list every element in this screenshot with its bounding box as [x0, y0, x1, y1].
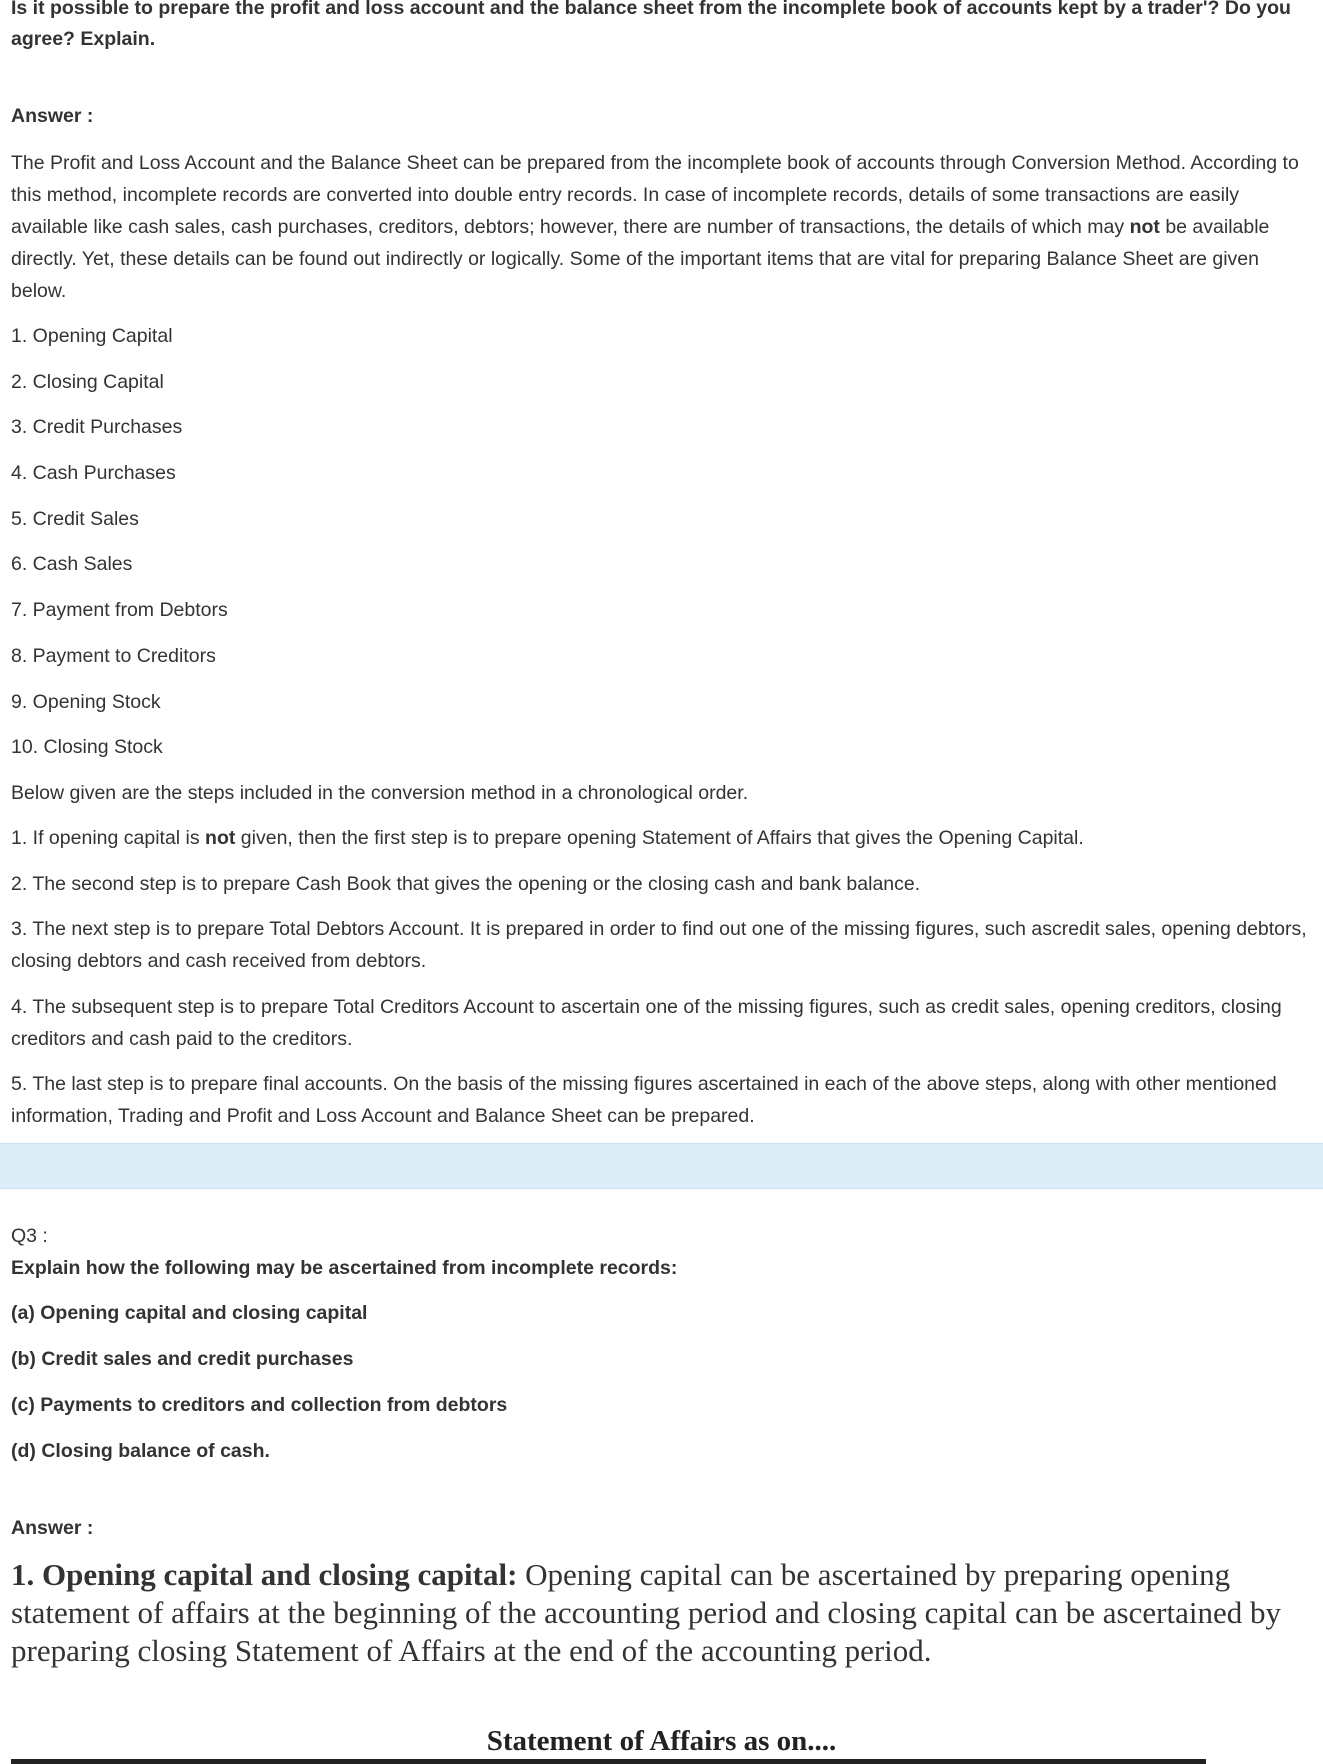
list-item: 9. Opening Stock [11, 690, 161, 713]
question-text: Is it possible to prepare the profit and loss account and the balance sheet from the incomplete book of accounts kept by a trader'? Do you agree? Explain. [11, 0, 1291, 50]
q3-part: (d) Closing balance of cash. [11, 1440, 270, 1462]
answer-body: Opening capital can be ascertained by preparing opening statement of affairs at the beginning of the accounting period and closing capital can be ascertained by preparing closing Statement of Affairs at the end of the accounting period. [11, 1557, 1281, 1668]
q3-block [11, 1220, 1309, 1481]
list-item: 10. Closing Stock [11, 736, 163, 759]
items-list [11, 320, 1309, 777]
q3-label: Q3 : [11, 1225, 48, 1247]
step-3: 3. The next step is to prepare Total Debtors Account. It is prepared in order to find out one of the missing figures, such ascredit sales, opening debtors, closing debtors and cash received from debtors. [11, 918, 1307, 973]
q3-part: (a) Opening capital and closing capital [11, 1302, 368, 1324]
step-1 [11, 822, 1309, 854]
step-2: 2. The second step is to prepare Cash Book that gives the opening or the closing cash and bank balance. [11, 872, 921, 895]
step-4: 4. The subsequent step is to prepare Total Creditors Account to ascertain one of the missing figures, such as credit sales, opening creditors, closing creditors and cash paid to the creditors. [11, 995, 1282, 1050]
list-item: 8. Payment to Creditors [11, 644, 216, 667]
answer-label: Answer : [11, 105, 94, 127]
q3-part: (b) Credit sales and credit purchases [11, 1348, 354, 1370]
paragraph-text: be available directly. Yet, these details can be found out indirectly or logically. Some of the important items that are vital for preparing Balance Sheet are given below. [11, 216, 1270, 302]
list-item: 2. Closing Capital [11, 370, 164, 393]
q3-question: Explain how the following may be ascertained from incomplete records: [11, 1257, 678, 1279]
answer-paragraph [11, 147, 1309, 307]
list-item: 6. Cash Sales [11, 553, 133, 576]
table-top-border [11, 1759, 1206, 1764]
answer-label: Answer : [11, 1517, 94, 1539]
list-item: 1. Opening Capital [11, 325, 173, 347]
q2-question [11, 0, 1309, 55]
answer-heading: 1. Opening capital and closing capital: [11, 1557, 518, 1592]
step-5: 5. The last step is to prepare final accounts. On the basis of the missing figures ascertained in each of the above steps, along with other mentioned information, Trading and Profit and Loss Account and Balance Sheet can be prepared. [11, 1073, 1277, 1128]
emphasis: not [205, 827, 236, 850]
q3-part: (c) Payments to creditors and collection from debtors [11, 1394, 508, 1416]
list-item: 7. Payment from Debtors [11, 599, 228, 622]
q3-answer-label [11, 1517, 1309, 1540]
step-text: 1. If opening capital is [11, 827, 206, 850]
list-item: 5. Credit Sales [11, 507, 139, 530]
q3-answer-text [11, 1556, 1313, 1670]
list-item: 3. Credit Purchases [11, 416, 183, 439]
emphasis: not [1129, 216, 1160, 238]
list-item: 4. Cash Purchases [11, 462, 176, 485]
section-divider [0, 1143, 1323, 1189]
statement-of-affairs-title: Statement of Affairs as on.... [486, 1725, 837, 1757]
q2-answer-body [11, 147, 1309, 1146]
q2-answer-label [11, 105, 1309, 128]
steps-intro: Below given are the steps included in the conversion method in a chronological order. [11, 781, 749, 804]
paragraph-text: The Profit and Loss Account and the Balance Sheet can be prepared from the incomplete book of accounts through Conversion Method. According to this method, incomplete records are converted into double entry records. In case of incomplete records, details of some transactions are easily available like cash sales, cash purchases, creditors, debtors; however, there are number of transactions, the details of which may [11, 152, 1299, 238]
step-text: given, then the first step is to prepare opening Statement of Affairs that gives the Opening Capital. [235, 827, 1084, 850]
